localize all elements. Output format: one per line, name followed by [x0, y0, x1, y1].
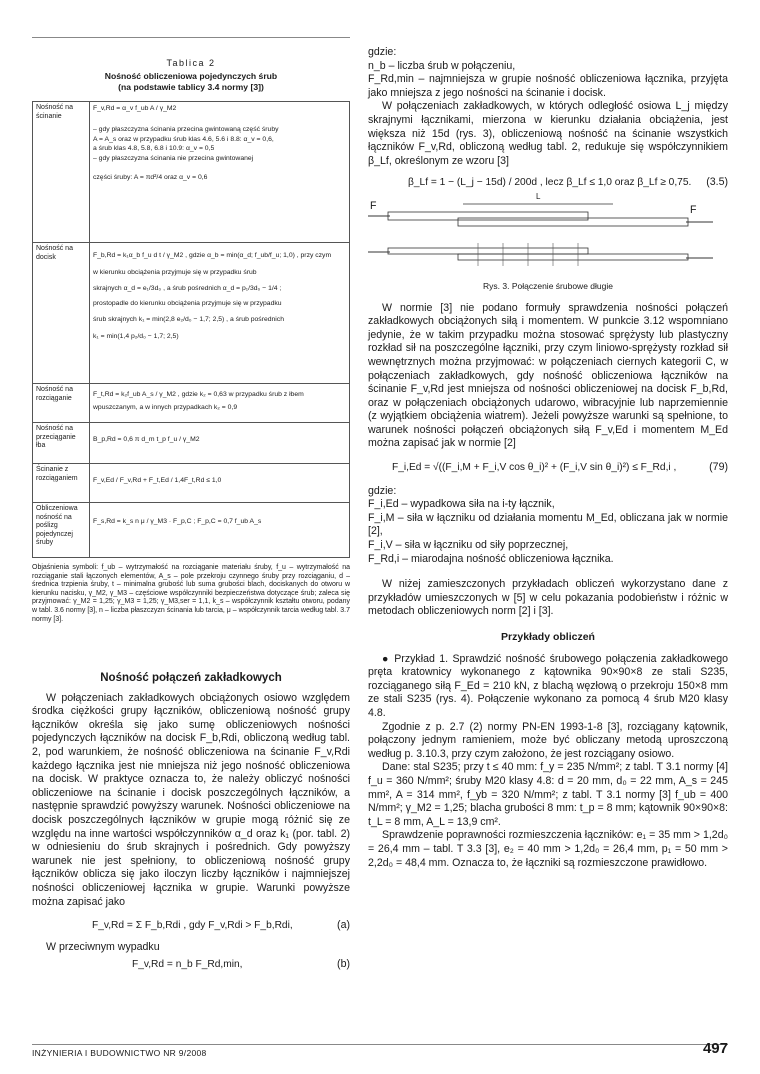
definition: F_i,M – siła w łączniku od działania momentu M_Ed, obliczana jak w normie [2],	[368, 511, 728, 538]
long-bolted-joint-drawing	[368, 198, 728, 278]
paragraph: W połączeniach zakładkowych, w których odległość osiowa L_j między skrajnymi łącznikami, mierzona w kierunku działania obciążenia, jest większa niż 15d (rys. 3), obliczeniową nośność na ścinanie wszystkich łączników F_v,Rd, obliczoną według tabl. 2, redukuje się współczynnikiem β_Lf, określonym ze wzoru [3]	[368, 100, 728, 167]
equation-text: F_v,Rd = Σ F_b,Rdi , gdy F_v,Rdi > F_b,Rdi,	[92, 920, 293, 932]
definition: F_i,Ed – wypadkowa siła na i-ty łącznik,	[368, 498, 555, 511]
paragraph: ● Przykład 1. Sprawdzić nośność śrubowego połączenia zakładkowego pręta kratownicy wykonanego z kątownika 90×90×8 ze stali S235, rozciąganego siłą F_Ed = 210 kN, z blachą węzłową o przekroju 150×8 mm ze stali S235 (rys. 4). Połączenie wykonano za pomocą 4 śrub M20 klasy 4.8.	[368, 652, 728, 719]
formula-line: części śruby: A = πd²/4 oraz α_v = 0,6	[93, 174, 208, 182]
formula-line: śrub skrajnych k₁ = min(2,8 e₂/d₀ − 1,7; 2,5) , a śrub pośrednich	[93, 315, 284, 323]
capacity-table	[32, 101, 350, 558]
force-label-right: F	[690, 203, 697, 216]
row-label: Nośność na docisk	[33, 243, 90, 384]
row-label: Nośność na ścinanie	[33, 102, 90, 243]
row-label: Nośność na przeciąganie łba	[33, 423, 90, 464]
equation-tag: (b)	[337, 958, 350, 971]
definition: F_Rd,i – miarodajna nośność obliczeniowa łącznika.	[368, 552, 614, 565]
row-content	[90, 384, 350, 423]
top-rule	[32, 37, 350, 38]
equation-b	[32, 958, 350, 972]
table-row	[33, 102, 350, 243]
row-content	[90, 503, 350, 558]
definition: n_b – liczba śrub w połączeniu,	[368, 59, 516, 72]
formula-line: prostopadle do kierunku obciążenia przyjmuje się w przypadku	[93, 300, 282, 308]
formula-line: F_v,Rd = α_v f_ub A / γ_M2	[93, 105, 177, 112]
formula-line: F_t,Rd = k₂f_ub A_s / γ_M2 , gdzie k₂ = 0,63 w przypadku śrub z łbem	[93, 391, 304, 398]
paragraph: W połączeniach zakładkowych obciążonych osiowo względem środka ciężkości grupy łączników, obliczeniową nośność grupy łączników określa się jako sumę obliczeniowych nośności pojedynczych łączników na docisk F_b,Rdi, obliczoną według tabl. 2, pod warunkiem, że nośność obliczeniowa na ścinanie F_v,Rdi każdego łącznika jest nie mniejsza niż jego nośność obliczeniowa na docisk. W praktyce oznacza to, że należy obliczyć nośności obliczeniowe na ścinanie i docisk poszczególnych łączników, a następnie sprawdzić powyższy warunek. Nośności obliczeniowe na docisk poszczególnych łączników w grupie mogą różnić się ze względu na inne wartości współczynników α_d oraz k₁ (por. tabl. 2) w odniesieniu do śrub skrajnych i pośrednich. Gdy powyższy warunek nie jest spełniony, to obliczeniową nośność grupy łączników oblicza się jako iloczyn liczby łączników i najmniejszej nośności obliczeniowej łącznika w grupie. Warunki powyższe można zapisać jako	[32, 691, 350, 908]
table-row	[33, 384, 350, 423]
formula-line: B_p,Rd = 0,6 π d_m t_p f_u / γ_M2	[93, 436, 200, 443]
row-label: Nośność na rozciąganie	[33, 384, 90, 423]
row-content	[90, 243, 350, 384]
row-content	[90, 423, 350, 464]
table-row	[33, 503, 350, 558]
definition: F_i,V – siła w łączniku od siły poprzecznej,	[368, 539, 569, 552]
paragraph: Zgodnie z p. 2.7 (2) normy PN-EN 1993-1-8 [3], rozciągany kątownik, połączony jednym ramieniem, może być obliczany metodą uproszczoną według p. 3.10.3, przy czym założono, że jest rozciągany osiowo.	[368, 720, 728, 760]
definition: F_Rd,min – najmniejsza w grupie nośność obliczeniowa łącznika, przyjęta jako mniejsza z jego nośności na ścinanie i docisk.	[368, 73, 728, 99]
formula-line: F_s,Rd = k_s n μ / γ_M3 · F_p,C ; F_p,C = 0,7 f_ub A_s	[93, 518, 262, 525]
journal-name: INŻYNIERIA I BUDOWNICTWO NR 9/2008	[32, 1048, 207, 1058]
paragraph: Sprawdzenie poprawności rozmieszczenia łączników: e₁ = 35 mm > 1,2d₀ = 26,4 mm – tabl. T 3.3 [3], e₂ = 40 mm > 1,2d₀ = 26,4 mm, p₁ = 50 mm > 2,2d₀ = 48,4 mm. Oznacza to, że łączniki są rozmieszczone prawidłowo.	[368, 829, 728, 869]
equation-79	[368, 461, 728, 475]
section-heading: Przykłady obliczeń	[501, 631, 595, 643]
equation-3-5	[368, 176, 728, 190]
paragraph: W normie [3] nie podano formuły sprawdzenia nośności połączeń zakładkowych obciążonych siłą i momentem. W punkcie 3.12 wspomniano jedynie, że w takim przypadku można stosować sprężysty lub plastyczny rozkład sił na poszczególne łączniki, przy czym liniowo-sprężysty rozkład sił wewnętrznych można przyjmować: w połączeniach ciernych kategorii C, w połączeniach zakładkowych, gdy nośność obliczeniowa łączników na ścinanie F_v,Rd jest mniejsza od nośności obliczeniowej na docisk F_b,Rd, oraz w połączeniach obciążonych udarowo, wibracyjnie lub naprzemiennie (z wyjątkiem obciążenia wiatrem). Jeżeli powyższe warunki są spełnione, to warunek nośności połączeń obciążonych siłą F_v,Ed i momentem M_Ed można zapisać jak w normie [2]	[368, 301, 728, 450]
formula-line: skrajnych α_d = e₁/3d₀ , a śrub pośrednich α_d = p₁/3d₀ − 1/4 ;	[93, 284, 282, 292]
label: gdzie:	[368, 484, 397, 497]
equation-text: F_v,Rd = n_b F_Rd,min,	[132, 959, 243, 971]
formula-line: – gdy płaszczyzna ścinania nie przecina gwintowanej	[93, 154, 254, 162]
row-label: Ścinanie z rozciąganiem	[33, 464, 90, 503]
length-label: L	[536, 191, 541, 201]
row-label: Obliczeniowa nośność na poślizg pojedynczej śruby	[33, 503, 90, 558]
table-subtitle-2: (na podstawie tablicy 3.4 normy [3])	[118, 82, 264, 92]
table-subtitle-1: Nośność obliczeniowa pojedynczych śrub	[104, 71, 278, 81]
formula-line: w kierunku obciążenia przyjmuje się w przypadku śrub	[93, 269, 257, 277]
table-notes: Objaśnienia symboli: f_ub – wytrzymałość na rozciąganie materiału śruby, f_u – wytrzymałość na rozciąganie stali łączonych elementów, A_s – pole przekroju czynnego śruby przy rozciąganiu, d – średnica trzpienia śruby, t – minimalna grubość lub suma grubości blach, dociskanych do otworu w kierunku nacisku, γ_M2, γ_M3 – częściowe współczynniki bezpieczeństwa dotyczące śrub; zaleca się przyjmować: γ_M2 = 1,25; γ_M3 = 1,25; γ_M3,ser = 1,1, k_s – współczynnik kształtu otworu, podany w tabl. 3.6 normy [3], n – liczba płaszczyzn ścinania lub tarcia, μ – współczynnik tarcia według tabl. 3.7 normy [3].	[32, 564, 350, 623]
section-heading: Nośność połączeń zakładkowych	[100, 672, 282, 684]
formula-line: k₁ = min(1,4 p₂/d₀ − 1,7; 2,5)	[93, 333, 179, 341]
figure-caption: Rys. 3. Połączenie śrubowe długie	[483, 280, 613, 291]
table-block	[32, 58, 350, 624]
paragraph: W niżej zamieszczonych przykładach obliczeń wykorzystano dane z przykładów umieszczonych w [5] w celu pokazania podobieństw i różnic w metodach obliczeniowych norm [2] i [3].	[368, 578, 728, 618]
row-content	[90, 464, 350, 503]
equation-tag: (79)	[709, 461, 728, 474]
formula-line: A = A_s oraz w przypadku śrub klas 4.6, 5.6 i 8.8: α_v = 0,6,	[93, 135, 274, 143]
formula-line: wpuszczanym, a w innych przypadkach k₂ = 0,9	[93, 404, 238, 412]
formula-line: – gdy płaszczyzna ścinania przecina gwintowaną część śruby	[93, 126, 279, 134]
table-row	[33, 464, 350, 503]
page-number: 497	[702, 1040, 728, 1057]
figure-3	[368, 191, 728, 278]
row-content	[90, 102, 350, 243]
table-row	[33, 243, 350, 384]
equation-tag: (3.5)	[706, 176, 728, 189]
equation-text: F_i,Ed = √((F_i,M + F_i,V cos θ_i)² + (F_i,V sin θ_i)²) ≤ F_Rd,i ,	[392, 462, 677, 474]
left-text	[32, 672, 350, 972]
footer-rule	[32, 1044, 728, 1045]
paragraph: Dane: stal S235; przy t ≤ 40 mm: f_y = 235 N/mm²; z tabl. T 3.1 normy [4] f_u = 360 N/mm²; śruby M20 klasy 4.8: d = 20 mm, d₀ = 22 mm, A_s = 245 mm², A = 314 mm², f_yb = 320 N/mm²; z tabl. T 3.1 normy [3] f_ub = 400 N/mm²; γ_M2 = 1,25; blacha grubości 8 mm: t_p = 8 mm; kątownik 90×90×8: t_L = 8 mm, A_L = 13,9 cm².	[368, 761, 728, 828]
paragraph: W przeciwnym wypadku	[46, 940, 160, 953]
formula-line: F_v,Ed / F_v,Rd + F_t,Ed / 1,4F_t,Rd ≤ 1,0	[93, 477, 222, 484]
table-title: Tablica 2	[166, 58, 216, 68]
right-column	[368, 46, 728, 870]
table-row	[33, 423, 350, 464]
label: gdzie:	[368, 46, 397, 58]
equation-tag: (a)	[337, 919, 350, 932]
equation-text: β_Lf = 1 − (L_j − 15d) / 200d , lecz β_Lf ≤ 1,0 oraz β_Lf ≥ 0,75.	[408, 177, 692, 189]
force-label-left: F	[370, 199, 377, 212]
formula-line: a śrub klas 4.8, 5.8, 6.8 i 10.9: α_v = 0,5	[93, 145, 215, 153]
formula-line: F_b,Rd = k₁α_b f_u d t / γ_M2 , gdzie α_b = min(α_d; f_ub/f_u; 1,0) , przy czym	[93, 252, 332, 259]
equation-a	[32, 919, 350, 933]
